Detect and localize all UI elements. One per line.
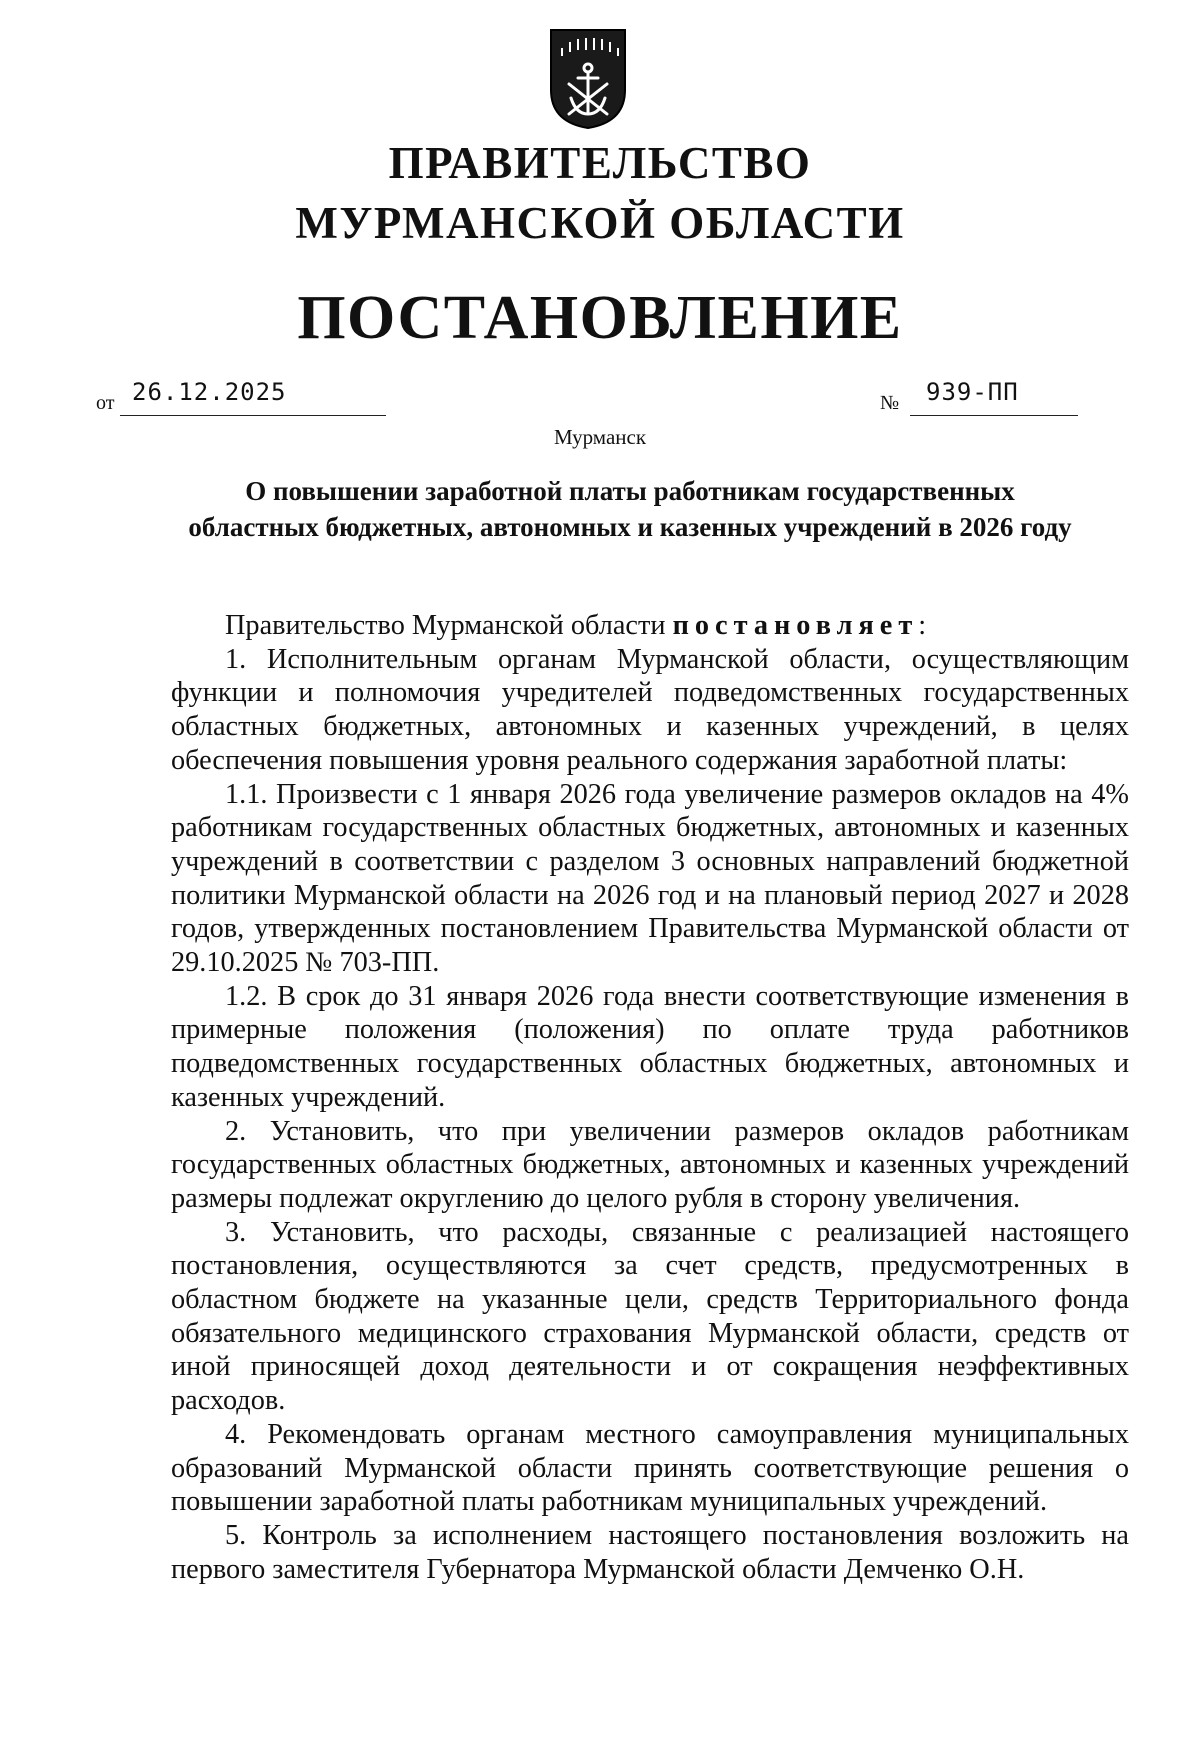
- document-title: [140, 473, 1120, 545]
- paragraph-1-2: 1.2. В срок до 31 января 2026 года внести соответствующие изменения в примерные положения (положения) по оплате труда работников подведомственных государственных областных бюджетных, автономных и казенных учреждений.: [171, 980, 1129, 1113]
- date-value: 26.12.2025: [132, 378, 287, 406]
- paragraph-2: 2. Установить, что при увеличении размеров окладов работникам государственных областных бюджетных, автономных и казенных учреждений размеры подлежат округлению до целого рубля в сторону увеличения.: [171, 1115, 1129, 1214]
- document-body: [171, 609, 1129, 1586]
- number-value: 939-ПП: [926, 378, 1019, 406]
- paragraph-4: 4. Рекомендовать органам местного самоуправления муниципальных образований Мурманской области принять соответствующие решения о повышении заработной платы работникам муниципальных учреждений.: [171, 1418, 1129, 1518]
- city-name: Мурманск: [553, 425, 647, 449]
- paragraph-1: 1. Исполнительным органам Мурманской области, осуществляющим функции и полномочия учредителей подведомственных государственных областных бюджетных, автономных и казенных учреждений, в целях обеспечения повышения уровня реального содержания заработной платы:: [171, 643, 1129, 776]
- number-label: №: [880, 392, 900, 414]
- title-line2: областных бюджетных, автономных и казенных учреждений в 2026 году: [188, 512, 1072, 542]
- coat-of-arms-icon: [549, 28, 627, 130]
- intro-text: Правительство Мурманской области: [225, 610, 673, 641]
- paragraph-3: 3. Установить, что расходы, связанные с реализацией настоящего постановления, осуществляются за счет средств, предусмотренных в областном бюджете на указанные цели, средств Территориального фонда обязательного медицинского страхования Мурманской области, средств от иной приносящей доход деятельности и от сокращения неэффективных расходов.: [171, 1216, 1129, 1417]
- date-label: от: [96, 392, 115, 414]
- document-number: [880, 378, 1080, 418]
- paragraph-5: 5. Контроль за исполнением настоящего постановления возложить на первого заместителя Губернатора Мурманской области Демченко О.Н.: [171, 1519, 1129, 1585]
- intro-verb: постановляет: [672, 610, 919, 641]
- number-underline: [910, 415, 1078, 416]
- date-underline: [120, 415, 386, 416]
- title-line1: О повышении заработной платы работникам государственных: [245, 476, 1015, 506]
- document-type-heading: ПОСТАНОВЛЕНИЕ: [297, 284, 903, 352]
- government-name-line1: ПРАВИТЕЛЬСТВО: [388, 138, 812, 188]
- intro-paragraph: [171, 609, 1129, 643]
- intro-colon: :: [918, 610, 927, 641]
- paragraph-1-1: 1.1. Произвести с 1 января 2026 года увеличение размеров окладов на 4% работникам государственных областных бюджетных, автономных и казенных учреждений в соответствии с разделом 3 основных направлений бюджетной политики Мурманской области на 2026 год и на плановый период 2027 и 2028 годов, утвержденных постановлением Правительства Мурманской области от 29.10.2025 № 703-ПП.: [171, 778, 1129, 979]
- document-date: [96, 378, 296, 418]
- government-name-line2: МУРМАНСКОЙ ОБЛАСТИ: [295, 198, 905, 248]
